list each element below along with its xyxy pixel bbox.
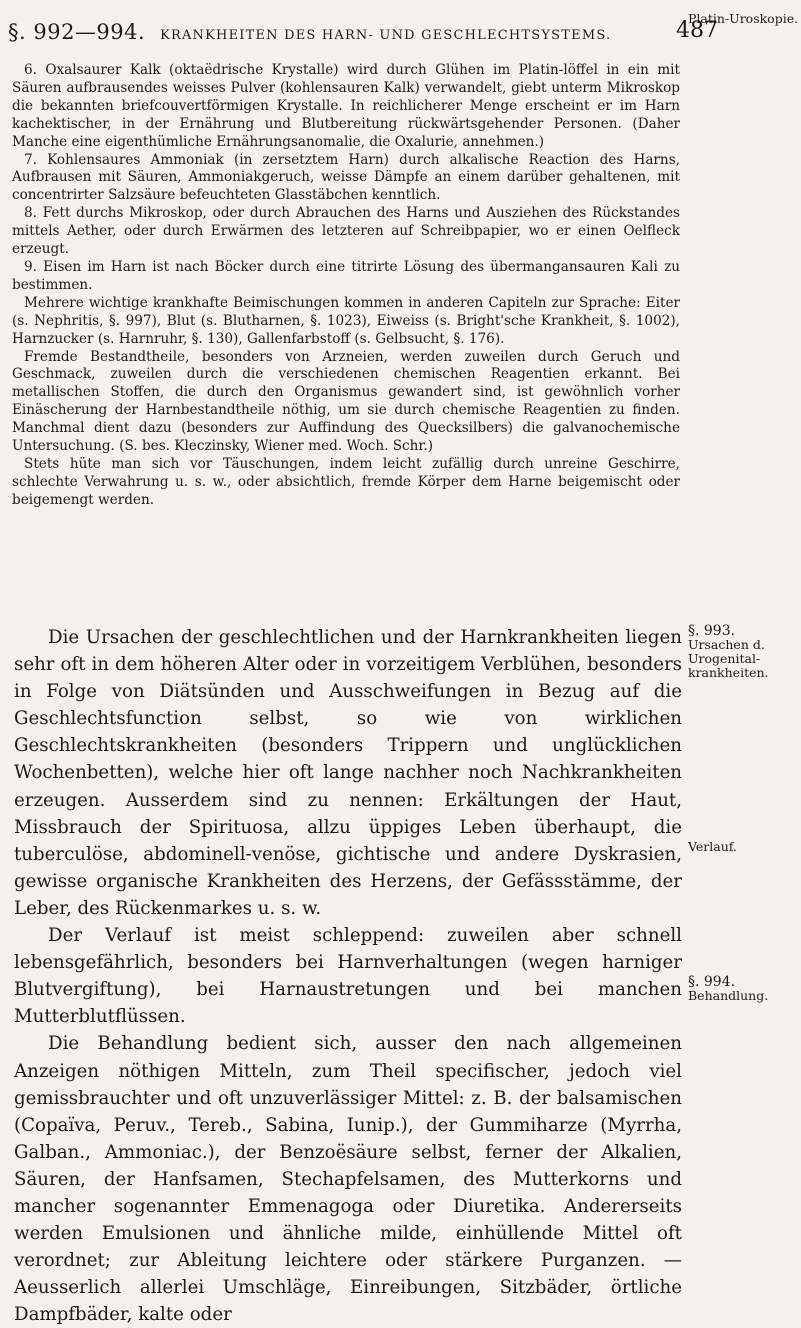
margin-section-994: §. 994.: [688, 974, 736, 990]
margin-line-behandlung: Behandlung.: [688, 988, 769, 1003]
paragraph-fremde-bestandtheile: Fremde Bestandtheile, besonders von Arzneien, werden zuweilen durch Geruch und Geschmack, zuweilen durch die verschiedenen chemischen Reagentien erkannt. Bei metallischen Stoffen, die durch den Organismus gewandert sind, ist gewöhnlich vorher Einäscherung der Harnbestandtheile nöthig, um sie durch chemische Reagentien zu finden. Manchmal dient dazu (besonders zur Auffindung des Quecksilbers) die galvanochemische Untersuchung. (S. bes. Kleczinsky, Wiener med. Woch. Schr.): [12, 348, 680, 455]
paragraph-ursachen: Die Ursachen der geschlechtlichen und der Harnkrankheiten liegen sehr oft in dem höheren Alter oder in vorzeitigem Verblühen, besonders in Folge von Diätsünden und Ausschweifungen in Bezug auf die Geschlechtsfunction selbst, so wie von wirklichen Geschlechtskrankheiten (besonders Trippern und unglücklichen Wochenbetten), welche hier oft lange nachher noch Nachkrankheiten erzeugen. Ausserdem sind zu nennen: Erkältungen der Haut, Missbrauch der Spirituosa, allzu üppiges Leben überhaupt, die tuberculöse, abdominell-venöse, gichtische und andere Dyskrasien, gewisse organische Krankheiten des Herzens, der Gefässstämme, der Leber, des Rückenmarkes u. s. w.: [14, 627, 682, 919]
margin-note-uroskopie: Platin-Uroskopie.: [688, 11, 799, 26]
margin-note-behandlung: [688, 975, 800, 1003]
paragraph-eisen: 9. Eisen im Harn ist nach Böcker durch eine titrirte Lösung des übermangansauren Kali zu bestimmen.: [12, 258, 680, 293]
paragraph-fett: 8. Fett durchs Mikroskop, oder durch Abrauchen des Harns und Ausziehen des Rückstandes mittels Aether, oder durch Erwärmen des letzteren auf Schreibpapier, wo er einen Oelfleck erzeugt.: [12, 205, 680, 258]
margin-note-verlauf: Verlauf.: [688, 839, 737, 854]
running-title: KRANKHEITEN DES HARN- UND GESCHLECHTSYSTEMS.: [160, 28, 612, 43]
paragraph-oxalsaurer-kalk: 6. Oxalsaurer Kalk (oktaëdrische Krystalle) wird durch Glühen im Platin-löffel in ein mit Säuren aufbrausendes weisses Pulver (kohlensauren Kalk) verwandelt, giebt unterm Mikroskop die bekannten briefcouvertförmigen Krystalle. In reichlicherer Menge erscheint er im Harn kachektischer, in der Ernährung und Blutbereitung rückwärtsgehender Personen. (Daher Manche eine eigenthümliche Ernährungsanomalie, die Oxalurie, annehmen.): [12, 62, 680, 150]
section-range: §. 992—994.: [8, 20, 146, 44]
margin-line-krankheiten: krankheiten.: [688, 665, 769, 680]
small-print-block: [12, 62, 680, 510]
margin-line-ursachen: Ursachen d.: [688, 637, 765, 652]
margin-note-ursachen: [688, 624, 800, 680]
main-text-block: [14, 624, 682, 1328]
running-header: [8, 20, 668, 44]
margin-line-urogenital: Urogenital-: [688, 651, 761, 666]
paragraph-beimischungen: Mehrere wichtige krankhafte Beimischungen kommen in anderen Capiteln zur Sprache: Eiter (s. Nephritis, §. 997), Blut (s. Blutharnen, §. 1023), Eiweiss (s. Bright'sche Krankheit, §. 1002), Harnzucker (s. Harnruhr, §. 130), Gallenfarbstoff (s. Gelbsucht, §. 176).: [12, 294, 680, 347]
paragraph-behandlung: Die Behandlung bedient sich, ausser den nach allgemeinen Anzeigen nöthigen Mitteln, zum Theil specifischer, jedoch viel gemissbrauchter und oft unzuverlässiger Mittel: z. B. der balsamischen (Copaïva, Peruv., Tereb., Sabina, Iunip.), der Gummiharze (Myrrha, Galban., Ammoniac.), der Benzoësäure selbst, ferner der Alkalien, Säuren, der Hanfsamen, Stechapfelsamen, des Mutterkorns und mancher sogenannter Emmenagoga oder Diuretika. Andererseits werden Emulsionen und ähnliche milde, einhüllende Mittel oft verordnet; zur Ableitung leichtere oder stärkere Purganzen. — Aeusserlich allerlei Umschläge, Einreibungen, Sitzbäder, örtliche Dampfbäder, kalte oder: [14, 1033, 682, 1326]
paragraph-verlauf: Der Verlauf ist meist schleppend: zuweilen aber schnell lebensgefährlich, besonders bei Harnverhaltungen (wegen harniger Blutvergiftung), bei Harnaustretungen und bei manchen Mutterblutflüssen.: [14, 925, 682, 1028]
page-number: 487: [676, 18, 718, 43]
margin-section-993: §. 993.: [688, 623, 736, 639]
paragraph-kohlensaures-ammoniak: 7. Kohlensaures Ammoniak (in zersetztem Harn) durch alkalische Reaction des Harns, Aufbrausen mit Säuren, Ammoniakgeruch, weisse Dämpfe an einem darüber gehaltenen, mit concentrirter Salzsäure befeuchteten Glasstäbchen kenntlich.: [12, 151, 680, 204]
paragraph-taeuschungen: Stets hüte man sich vor Täuschungen, indem leicht zufällig durch unreine Geschirre, schlechte Verwahrung u. s. w., oder absichtlich, fremde Körper dem Harne beigemischt oder beigemengt werden.: [12, 455, 680, 508]
